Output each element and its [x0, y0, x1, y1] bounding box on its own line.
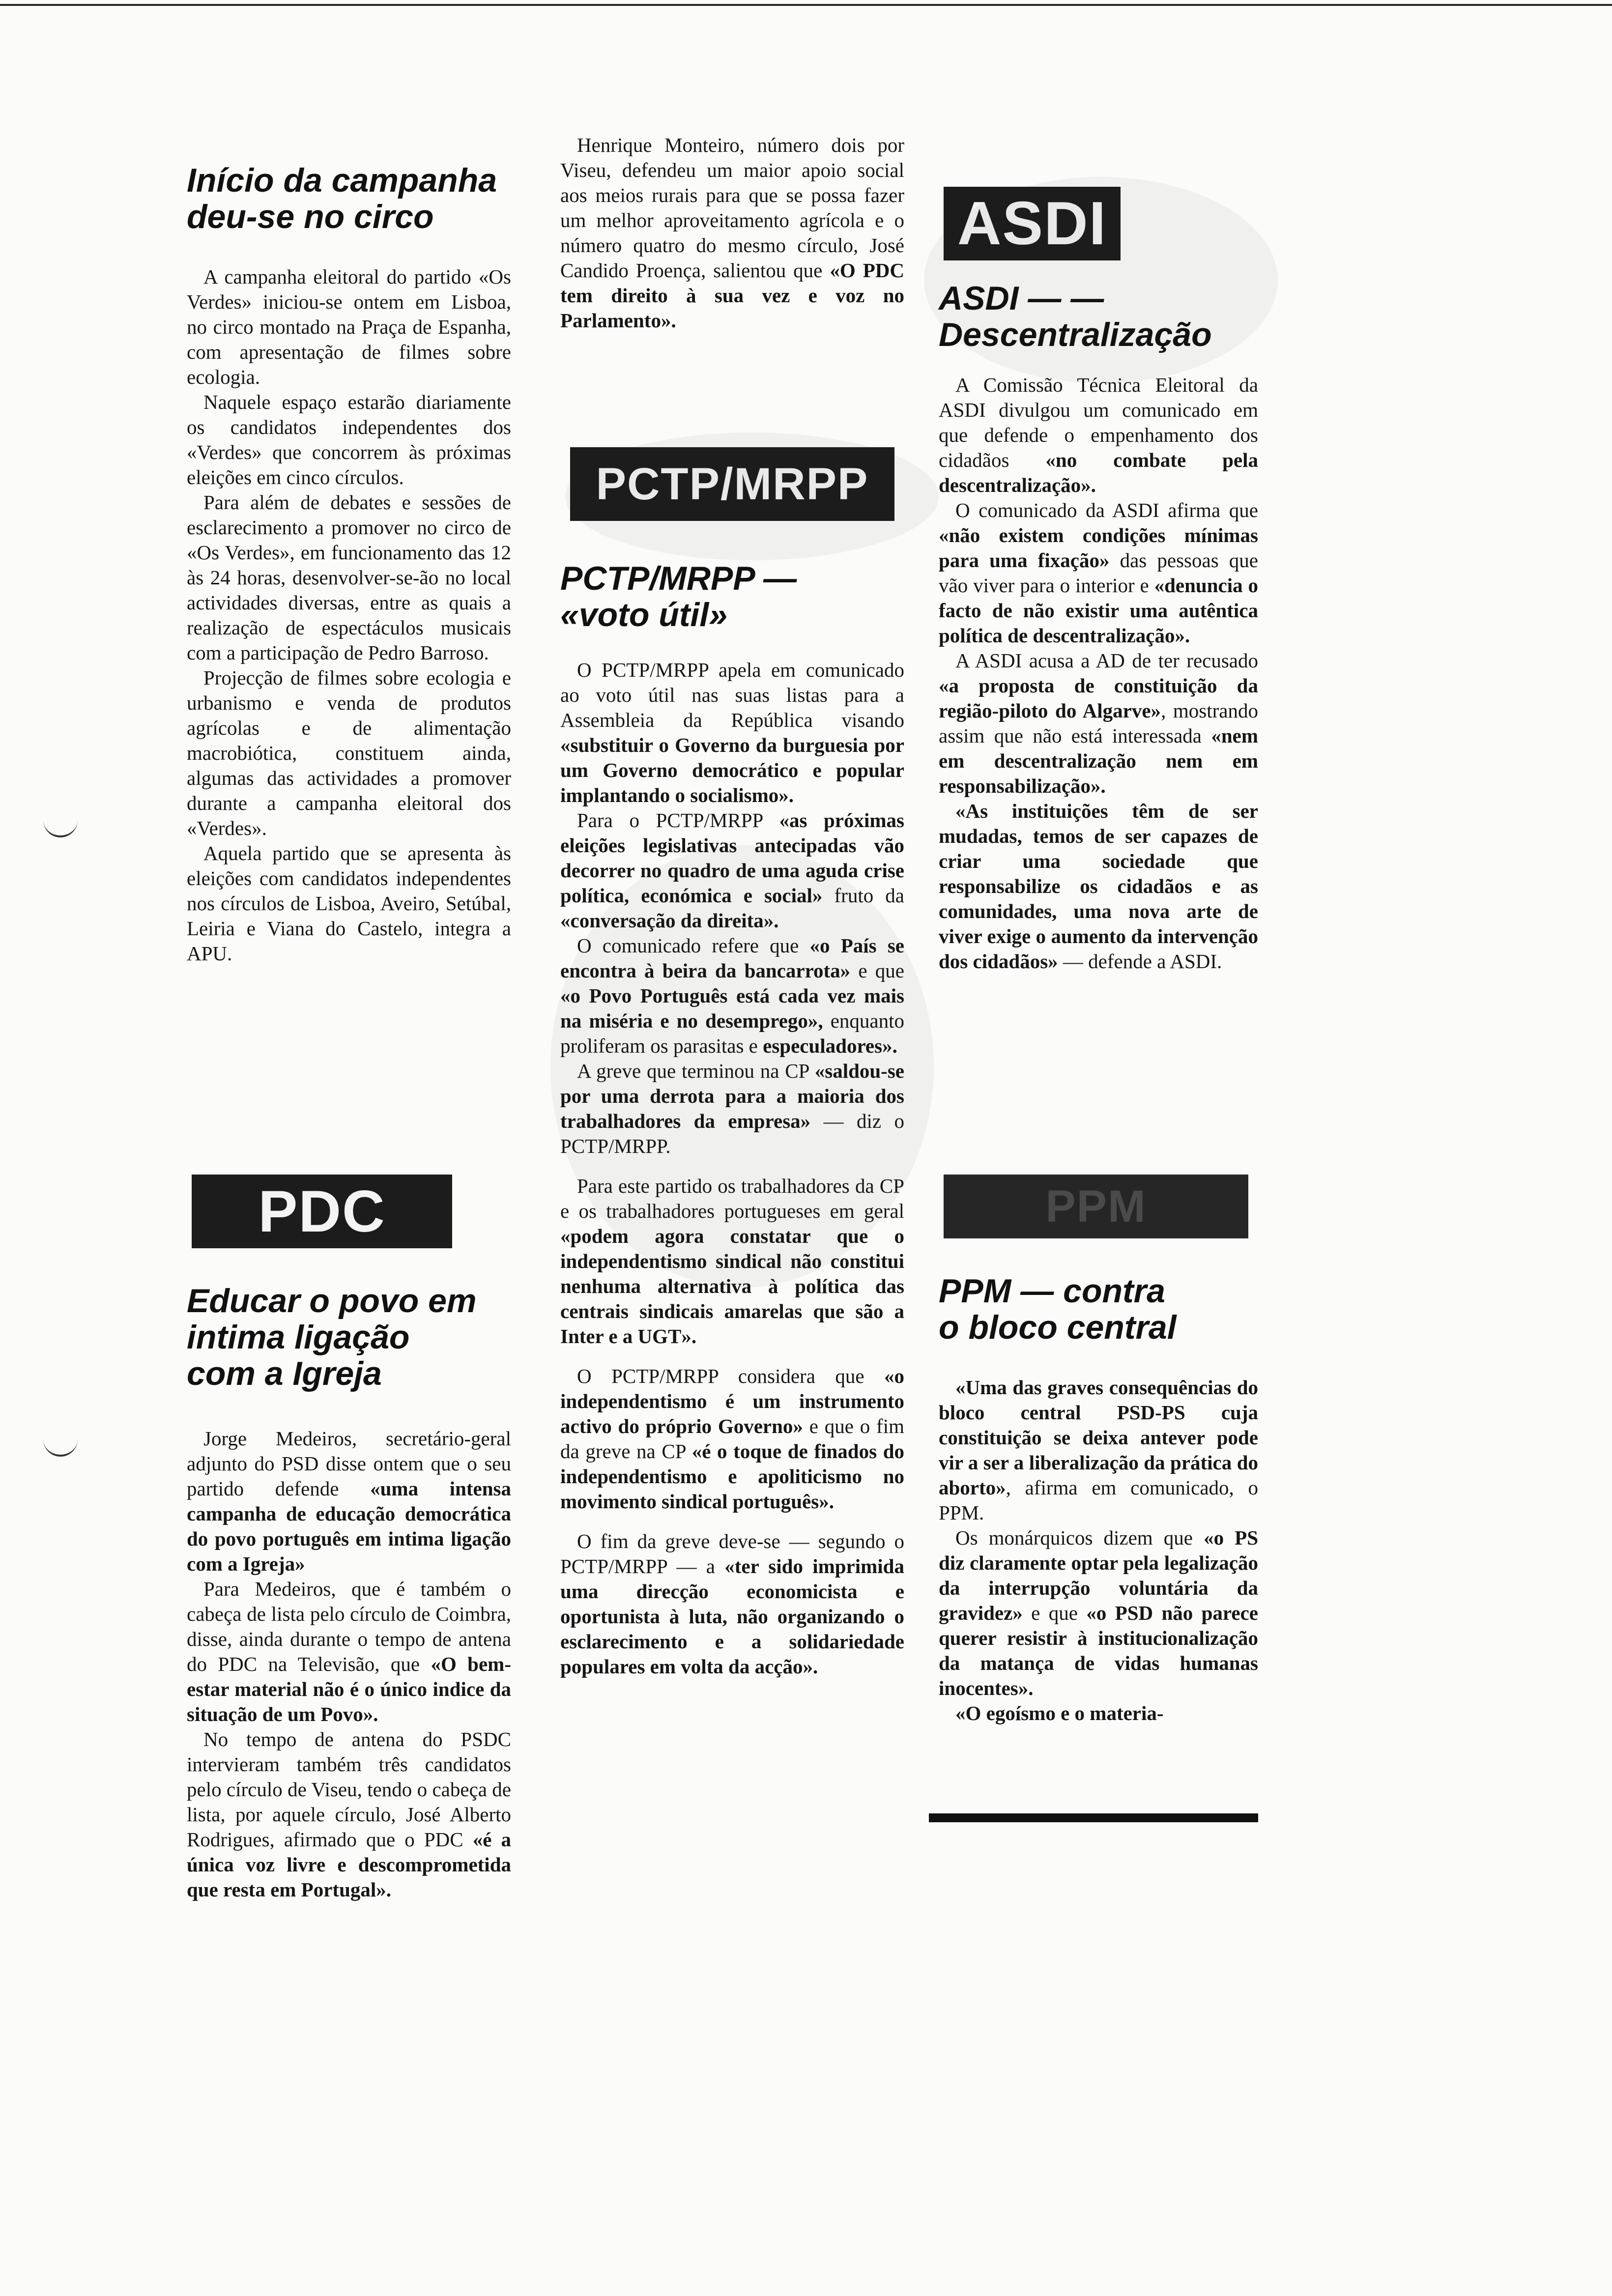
asdi-quote: «denuncia o facto de não existir uma autêntica política de descentralização».: [939, 574, 1258, 647]
pdc-headline: Educar o povo em intima ligação com a Igreja: [187, 1282, 477, 1392]
pctp-text: Para este partido os trabalhadores da CP e os trabalhadores portugueses em geral: [560, 1175, 904, 1222]
pctp-text: fruto da: [822, 884, 904, 907]
asdi-paragraph: [939, 373, 1258, 498]
verdes-paragraph: Para além de debates e sessões de esclarecimento a promover no circo de «Os Verdes», em funcionamento das 12 às 24 horas, desenvolver-se-ão no local actividades diversas, entre as quais a realização de espectáculos musicais com a participação de Pedro Barroso.: [187, 491, 511, 664]
ppm-quote: «O egoísmo e o materia-: [955, 1702, 1164, 1724]
asdi-text: A Comissão Técnica Eleitoral da ASDI divulgou um comunicado em que defende o empenhamento dos cidadãos: [939, 373, 1258, 471]
column-2: [560, 133, 904, 333]
pctp-banner-label: PCTP/MRPP: [596, 459, 869, 509]
pctp-quote: «saldou-se por uma derrota para a maioria dos trabalhadores da empresa»: [560, 1060, 904, 1132]
pctp-text: enquanto proliferam os parasitas e: [560, 1009, 904, 1057]
pctp-quote: «as próximas eleições legislativas antecipadas vão decorrer no quadro de uma aguda crise política, económica e social»: [560, 809, 904, 907]
pdc-text: No tempo de antena do PSDC intervieram também três candidatos pelo círculo de Viseu, tendo o cabeça de lista, por aquele círculo, José Alberto Rodrigues, afirmado que o PDC: [187, 1728, 511, 1851]
pctp-text: O PCTP/MRPP considera que: [577, 1365, 884, 1387]
pctp-text: O fim da greve deve-se — segundo o PCTP/MRPP — a: [560, 1530, 904, 1578]
asdi-text: , mostrando assim que não está interessada: [939, 699, 1258, 747]
ppm-quote: «o PSD não parece querer resistir à institucionalização da matança de vidas humanas inocentes».: [939, 1602, 1258, 1699]
asdi-text: — defende a ASDI.: [1058, 950, 1222, 973]
pctp-quote: «o País se encontra à beira da bancarrota»: [560, 934, 904, 982]
pctp-quote: «é o toque de finados do independentismo e apoliticismo no movimento sindical português».: [560, 1440, 905, 1513]
asdi-banner-label: ASDI: [957, 190, 1107, 258]
pctp-text: e que o fim da greve na CP: [560, 1415, 904, 1463]
asdi-quote: «não existem condições mínimas para uma fixação»: [939, 524, 1258, 572]
pctp-text: e que: [850, 959, 904, 982]
asdi-paragraph: [939, 799, 1258, 974]
pdc-banner: [192, 1175, 452, 1248]
scan-smudge: [565, 432, 939, 560]
ppm-paragraph: [939, 1375, 1258, 1525]
ppm-text: Os monárquicos dizem que: [955, 1526, 1204, 1549]
asdi-paragraph: [939, 498, 1258, 648]
verdes-paragraph: A campanha eleitoral do partido «Os Verdes» iniciou-se ontem em Lisboa, no circo montado na Praça de Espanha, com apresentação de filmes sobre ecologia.: [187, 265, 511, 388]
pdc-paragraph: [187, 1727, 511, 1902]
pdc-quote: «O PDC tem direito à sua vez e voz no Parlamento».: [560, 259, 904, 332]
asdi-text: O comunicado da ASDI afirma que: [955, 499, 1258, 521]
pctp-quote: «o Povo Português está cada vez mais na miséria e no desemprego»,: [560, 984, 904, 1032]
top-border-line: [0, 4, 1612, 6]
scan-smudge: [924, 177, 1278, 383]
pdc-quote: «uma intensa campanha de educação democrática do povo português em intima ligação com a Igreja»: [187, 1477, 511, 1575]
pctp-text: O PCTP/MRPP apela em comunicado ao voto útil nas suas listas para a Assembleia da República visando: [560, 659, 904, 731]
column-3-ppm: [939, 1273, 1258, 1726]
pctp-text: O comunicado refere que: [577, 934, 810, 957]
pctp-quote: «ter sido imprimida uma direcção economicista e oportunista à luta, não organizando o esclarecimento e a solidariedade populares em volta da acção».: [560, 1555, 904, 1678]
verdes-headline: Início da campanha deu-se no circo: [187, 162, 497, 235]
column-1-pdc: [187, 1283, 511, 1902]
scan-smudge: [550, 845, 934, 1288]
margin-mark: [43, 1435, 78, 1457]
pdc-text: Jorge Medeiros, secretário-geral adjunto do PSD disse ontem que o seu partido defende: [187, 1427, 511, 1500]
pdc-continuation: [560, 133, 904, 333]
pctp-quote: «o independentismo é um instrumento activo do próprio Governo»: [560, 1365, 904, 1437]
asdi-text: A ASDI acusa a AD de ter recusado: [955, 649, 1258, 672]
pctp-quote: «podem agora constatar que o independentismo sindical não constitui nenhuma alternativa à política das centrais sindicais amarelas que são a Inter e a UGT».: [560, 1225, 904, 1348]
pctp-paragraph: [560, 1529, 904, 1679]
column-3: [939, 280, 1258, 974]
ppm-text: , afirma em comunicado, o PPM.: [939, 1476, 1258, 1524]
verdes-paragraph: Projecção de filmes sobre ecologia e urbanismo e venda de produtos agrícolas e de alimentação macrobiótica, constituem ainda, algumas das actividades a promover durante a campanha eleitoral dos «Verdes».: [187, 666, 511, 839]
pctp-paragraph: [560, 658, 904, 808]
ppm-banner-label: PPM: [1045, 1181, 1147, 1232]
asdi-quote: «As instituições têm de ser mudadas, temos de ser capazes de criar uma sociedade que responsabilize os cidadãos e as comunidades, uma nova arte de viver exige o aumento da intervenção dos cidadãos»: [939, 800, 1258, 973]
pdc-text: Henrique Monteiro, número dois por Viseu, defendeu um maior apoio social aos meios rurais para que se possa fazer um melhor aproveitamento agrícola e o número quatro do mesmo círculo, José Candido Proença, salientou que: [560, 134, 904, 282]
ppm-paragraph: [939, 1701, 1258, 1726]
ppm-paragraph: [939, 1525, 1258, 1701]
ppm-banner: [944, 1175, 1248, 1238]
asdi-paragraph: [939, 648, 1258, 799]
pdc-banner-label: PDC: [258, 1178, 386, 1244]
ppm-quote: «Uma das graves consequências do bloco central PSD-PS cuja constituição se deixa antever pode vir a ser a liberalização da prática do aborto»: [939, 1376, 1258, 1499]
column-1: [187, 162, 511, 966]
pctp-headline: PCTP/MRPP — «voto útil»: [560, 560, 797, 633]
ppm-headline: PPM — contra o bloco central: [939, 1272, 1177, 1346]
asdi-text: das pessoas que vão viver para o interior e: [939, 549, 1258, 597]
pctp-paragraph: [560, 1364, 904, 1514]
column-end-rule: [929, 1813, 1258, 1822]
pdc-quote: «O bem-estar material não é o único indice da situação de um Povo».: [187, 1653, 511, 1725]
pdc-paragraph: [187, 1577, 511, 1727]
pctp-text: Para o PCTP/MRPP: [577, 809, 779, 832]
ppm-quote: «o PS diz claramente optar pela legalização da interrupção voluntária da gravidez»: [939, 1526, 1258, 1624]
pctp-quote: especuladores».: [763, 1034, 897, 1057]
pctp-quote: «conversação da direita».: [560, 909, 779, 932]
asdi-quote: «no combate pela descentralização».: [939, 449, 1258, 496]
asdi-headline: ASDI — — Descentralização: [939, 280, 1212, 353]
pdc-quote: «é a única voz livre e descomprometida que resta em Portugal».: [187, 1828, 511, 1901]
pctp-text: — diz o PCTP/MRPP.: [560, 1110, 905, 1157]
verdes-paragraph: Naquele espaço estarão diariamente os candidatos independentes dos «Verdes» que concorrem às próximas eleições em cinco círculos.: [187, 391, 511, 488]
asdi-quote: «nem em descentralização nem em responsabilização».: [939, 724, 1258, 797]
pdc-paragraph: [187, 1426, 511, 1577]
margin-mark: [43, 816, 78, 837]
pctp-quote: «substituir o Governo da burguesia por um Governo democrático e popular implantando o socialismo».: [560, 734, 904, 806]
pctp-text: A greve que terminou na CP: [577, 1060, 815, 1082]
pdc-text: Para Medeiros, que é também o cabeça de lista pelo círculo de Coimbra, disse, ainda durante o tempo de antena do PDC na Televisão, que: [187, 1578, 511, 1675]
ppm-text: e que: [1022, 1602, 1087, 1624]
asdi-quote: «a proposta de constituição da região-piloto do Algarve»: [939, 674, 1258, 722]
verdes-paragraph: Aquela partido que se apresenta às eleições com candidatos independentes nos círculos de Lisboa, Aveiro, Setúbal, Leiria e Viana do Castelo, integra a APU.: [187, 842, 511, 965]
